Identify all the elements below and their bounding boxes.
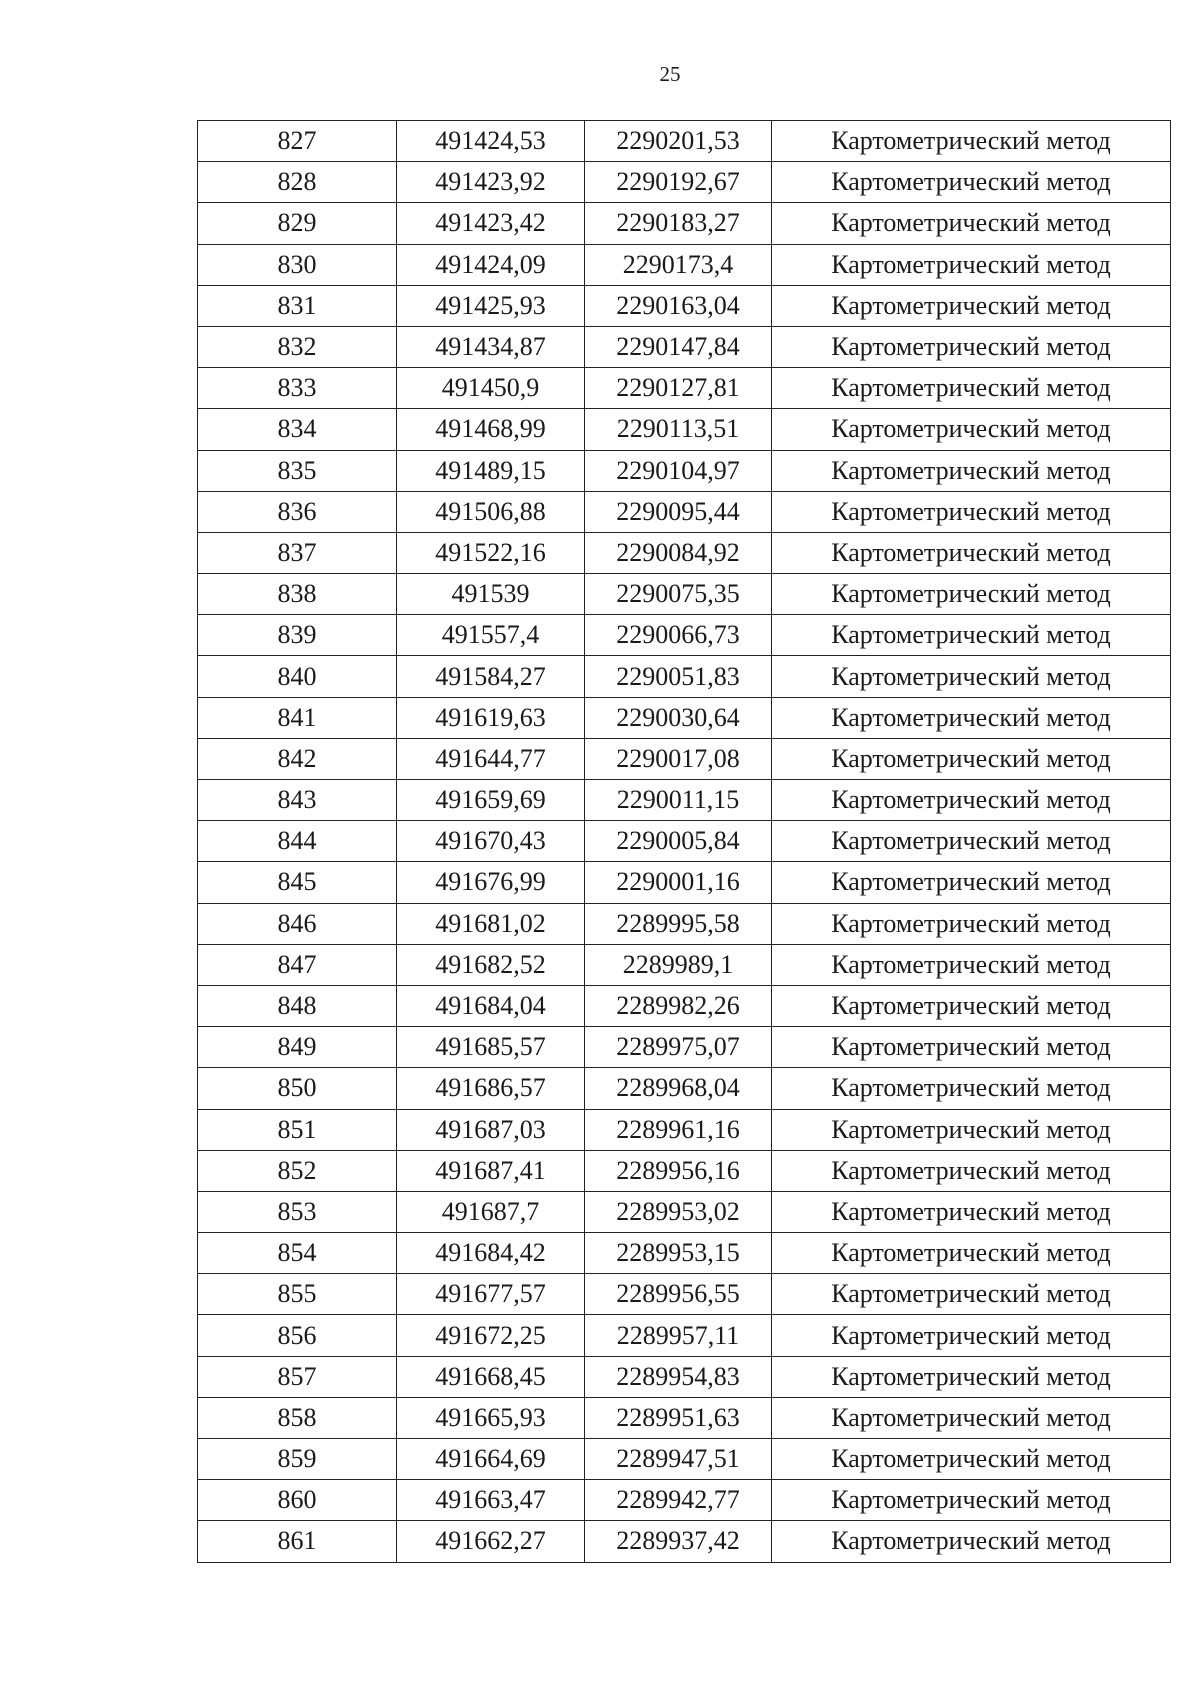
method-cell: Картометрический метод (772, 1191, 1171, 1232)
y-coordinate-cell: 2290104,97 (585, 450, 772, 491)
point-number-cell: 845 (198, 862, 397, 903)
table-row (198, 285, 1171, 326)
table-row (198, 615, 1171, 656)
y-coordinate-cell: 2289951,63 (585, 1397, 772, 1438)
y-coordinate-cell: 2290147,84 (585, 326, 772, 367)
point-number-cell: 832 (198, 326, 397, 367)
method-cell: Картометрический метод (772, 1027, 1171, 1068)
x-coordinate-cell: 491685,57 (397, 1027, 585, 1068)
table-row (198, 903, 1171, 944)
method-cell: Картометрический метод (772, 697, 1171, 738)
method-cell: Картометрический метод (772, 121, 1171, 162)
table-row (198, 162, 1171, 203)
y-coordinate-cell: 2290011,15 (585, 780, 772, 821)
table-row (198, 738, 1171, 779)
method-cell: Картометрический метод (772, 1315, 1171, 1356)
table-row (198, 697, 1171, 738)
point-number-cell: 857 (198, 1356, 397, 1397)
x-coordinate-cell: 491686,57 (397, 1068, 585, 1109)
point-number-cell: 827 (198, 121, 397, 162)
method-cell: Картометрический метод (772, 574, 1171, 615)
point-number-cell: 842 (198, 738, 397, 779)
table-row (198, 244, 1171, 285)
y-coordinate-cell: 2290183,27 (585, 203, 772, 244)
table-row (198, 944, 1171, 985)
method-cell: Картометрический метод (772, 1521, 1171, 1562)
point-number-cell: 848 (198, 985, 397, 1026)
x-coordinate-cell: 491450,9 (397, 368, 585, 409)
x-coordinate-cell: 491684,42 (397, 1233, 585, 1274)
table-row (198, 1315, 1171, 1356)
x-coordinate-cell: 491434,87 (397, 326, 585, 367)
table-row (198, 203, 1171, 244)
table-row (198, 121, 1171, 162)
y-coordinate-cell: 2289989,1 (585, 944, 772, 985)
method-cell: Картометрический метод (772, 615, 1171, 656)
point-number-cell: 851 (198, 1109, 397, 1150)
y-coordinate-cell: 2290017,08 (585, 738, 772, 779)
x-coordinate-cell: 491584,27 (397, 656, 585, 697)
x-coordinate-cell: 491684,04 (397, 985, 585, 1026)
y-coordinate-cell: 2289953,02 (585, 1191, 772, 1232)
method-cell: Картометрический метод (772, 1480, 1171, 1521)
point-number-cell: 837 (198, 532, 397, 573)
x-coordinate-cell: 491424,53 (397, 121, 585, 162)
method-cell: Картометрический метод (772, 944, 1171, 985)
table-row (198, 1521, 1171, 1562)
x-coordinate-cell: 491659,69 (397, 780, 585, 821)
point-number-cell: 833 (198, 368, 397, 409)
y-coordinate-cell: 2289953,15 (585, 1233, 772, 1274)
x-coordinate-cell: 491662,27 (397, 1521, 585, 1562)
table-row (198, 862, 1171, 903)
point-number-cell: 858 (198, 1397, 397, 1438)
table-row (198, 1233, 1171, 1274)
table-row (198, 1480, 1171, 1521)
x-coordinate-cell: 491672,25 (397, 1315, 585, 1356)
point-number-cell: 860 (198, 1480, 397, 1521)
table-row (198, 985, 1171, 1026)
point-number-cell: 847 (198, 944, 397, 985)
y-coordinate-cell: 2289954,83 (585, 1356, 772, 1397)
table-row (198, 821, 1171, 862)
table-row (198, 532, 1171, 573)
point-number-cell: 841 (198, 697, 397, 738)
method-cell: Картометрический метод (772, 532, 1171, 573)
table-row (198, 368, 1171, 409)
point-number-cell: 836 (198, 491, 397, 532)
x-coordinate-cell: 491681,02 (397, 903, 585, 944)
point-number-cell: 861 (198, 1521, 397, 1562)
x-coordinate-cell: 491687,41 (397, 1150, 585, 1191)
method-cell: Картометрический метод (772, 368, 1171, 409)
point-number-cell: 852 (198, 1150, 397, 1191)
x-coordinate-cell: 491682,52 (397, 944, 585, 985)
method-cell: Картометрический метод (772, 244, 1171, 285)
y-coordinate-cell: 2289995,58 (585, 903, 772, 944)
point-number-cell: 839 (198, 615, 397, 656)
table-row (198, 780, 1171, 821)
x-coordinate-cell: 491687,7 (397, 1191, 585, 1232)
x-coordinate-cell: 491506,88 (397, 491, 585, 532)
point-number-cell: 859 (198, 1439, 397, 1480)
method-cell: Картометрический метод (772, 1068, 1171, 1109)
x-coordinate-cell: 491424,09 (397, 244, 585, 285)
method-cell: Картометрический метод (772, 1439, 1171, 1480)
y-coordinate-cell: 2289956,16 (585, 1150, 772, 1191)
x-coordinate-cell: 491522,16 (397, 532, 585, 573)
y-coordinate-cell: 2290163,04 (585, 285, 772, 326)
x-coordinate-cell: 491665,93 (397, 1397, 585, 1438)
y-coordinate-cell: 2290001,16 (585, 862, 772, 903)
y-coordinate-cell: 2290005,84 (585, 821, 772, 862)
table-row (198, 574, 1171, 615)
coordinates-table (197, 120, 1171, 1563)
method-cell: Картометрический метод (772, 326, 1171, 367)
y-coordinate-cell: 2289975,07 (585, 1027, 772, 1068)
point-number-cell: 828 (198, 162, 397, 203)
x-coordinate-cell: 491425,93 (397, 285, 585, 326)
x-coordinate-cell: 491663,47 (397, 1480, 585, 1521)
method-cell: Картометрический метод (772, 1356, 1171, 1397)
method-cell: Картометрический метод (772, 1150, 1171, 1191)
y-coordinate-cell: 2290030,64 (585, 697, 772, 738)
x-coordinate-cell: 491677,57 (397, 1274, 585, 1315)
method-cell: Картометрический метод (772, 1397, 1171, 1438)
point-number-cell: 843 (198, 780, 397, 821)
y-coordinate-cell: 2289957,11 (585, 1315, 772, 1356)
y-coordinate-cell: 2290084,92 (585, 532, 772, 573)
x-coordinate-cell: 491676,99 (397, 862, 585, 903)
table-row (198, 326, 1171, 367)
table-row (198, 1397, 1171, 1438)
point-number-cell: 834 (198, 409, 397, 450)
x-coordinate-cell: 491468,99 (397, 409, 585, 450)
x-coordinate-cell: 491687,03 (397, 1109, 585, 1150)
y-coordinate-cell: 2289961,16 (585, 1109, 772, 1150)
x-coordinate-cell: 491664,69 (397, 1439, 585, 1480)
method-cell: Картометрический метод (772, 162, 1171, 203)
method-cell: Картометрический метод (772, 285, 1171, 326)
y-coordinate-cell: 2290127,81 (585, 368, 772, 409)
table-row (198, 1356, 1171, 1397)
table-row (198, 491, 1171, 532)
x-coordinate-cell: 491644,77 (397, 738, 585, 779)
point-number-cell: 838 (198, 574, 397, 615)
y-coordinate-cell: 2290095,44 (585, 491, 772, 532)
page-number: 25 (659, 62, 681, 86)
x-coordinate-cell: 491539 (397, 574, 585, 615)
point-number-cell: 829 (198, 203, 397, 244)
method-cell: Картометрический метод (772, 450, 1171, 491)
method-cell: Картометрический метод (772, 862, 1171, 903)
method-cell: Картометрический метод (772, 1233, 1171, 1274)
table-row (198, 1068, 1171, 1109)
point-number-cell: 854 (198, 1233, 397, 1274)
method-cell: Картометрический метод (772, 203, 1171, 244)
point-number-cell: 831 (198, 285, 397, 326)
x-coordinate-cell: 491668,45 (397, 1356, 585, 1397)
method-cell: Картометрический метод (772, 1109, 1171, 1150)
method-cell: Картометрический метод (772, 821, 1171, 862)
y-coordinate-cell: 2290173,4 (585, 244, 772, 285)
method-cell: Картометрический метод (772, 985, 1171, 1026)
table-row (198, 450, 1171, 491)
table-row (198, 409, 1171, 450)
x-coordinate-cell: 491670,43 (397, 821, 585, 862)
y-coordinate-cell: 2289982,26 (585, 985, 772, 1026)
method-cell: Картометрический метод (772, 903, 1171, 944)
x-coordinate-cell: 491489,15 (397, 450, 585, 491)
point-number-cell: 850 (198, 1068, 397, 1109)
y-coordinate-cell: 2290051,83 (585, 656, 772, 697)
point-number-cell: 840 (198, 656, 397, 697)
y-coordinate-cell: 2289937,42 (585, 1521, 772, 1562)
table-row (198, 1274, 1171, 1315)
point-number-cell: 855 (198, 1274, 397, 1315)
y-coordinate-cell: 2290113,51 (585, 409, 772, 450)
method-cell: Картометрический метод (772, 409, 1171, 450)
y-coordinate-cell: 2289942,77 (585, 1480, 772, 1521)
x-coordinate-cell: 491423,92 (397, 162, 585, 203)
table-row (198, 1439, 1171, 1480)
point-number-cell: 830 (198, 244, 397, 285)
point-number-cell: 844 (198, 821, 397, 862)
x-coordinate-cell: 491423,42 (397, 203, 585, 244)
y-coordinate-cell: 2290066,73 (585, 615, 772, 656)
table-row (198, 1191, 1171, 1232)
point-number-cell: 853 (198, 1191, 397, 1232)
table-row (198, 656, 1171, 697)
y-coordinate-cell: 2290201,53 (585, 121, 772, 162)
method-cell: Картометрический метод (772, 491, 1171, 532)
coordinates-table-body (198, 121, 1171, 1563)
x-coordinate-cell: 491557,4 (397, 615, 585, 656)
y-coordinate-cell: 2290192,67 (585, 162, 772, 203)
table-row (198, 1150, 1171, 1191)
y-coordinate-cell: 2289947,51 (585, 1439, 772, 1480)
y-coordinate-cell: 2289956,55 (585, 1274, 772, 1315)
method-cell: Картометрический метод (772, 780, 1171, 821)
method-cell: Картометрический метод (772, 1274, 1171, 1315)
table-row (198, 1109, 1171, 1150)
method-cell: Картометрический метод (772, 656, 1171, 697)
point-number-cell: 846 (198, 903, 397, 944)
point-number-cell: 849 (198, 1027, 397, 1068)
point-number-cell: 835 (198, 450, 397, 491)
table-row (198, 1027, 1171, 1068)
point-number-cell: 856 (198, 1315, 397, 1356)
method-cell: Картометрический метод (772, 738, 1171, 779)
y-coordinate-cell: 2289968,04 (585, 1068, 772, 1109)
x-coordinate-cell: 491619,63 (397, 697, 585, 738)
y-coordinate-cell: 2290075,35 (585, 574, 772, 615)
